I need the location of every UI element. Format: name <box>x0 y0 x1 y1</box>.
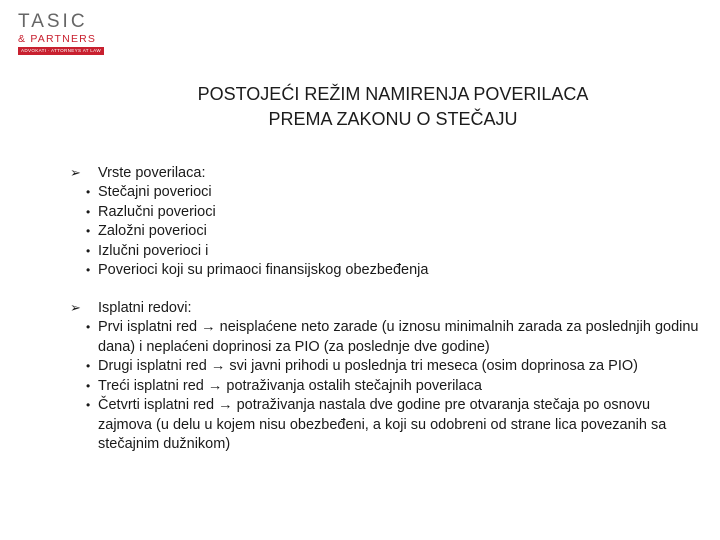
list-item <box>70 242 700 262</box>
bullet-icon: • <box>86 243 91 258</box>
section-heading-colon: : <box>201 165 206 181</box>
list-item <box>70 318 700 357</box>
logo-wordmark: TASIC <box>18 11 88 32</box>
list-item-text: Založni poverioci <box>98 223 207 239</box>
logo-partners: & PARTNERS <box>18 33 97 45</box>
section-payment-ranks <box>70 298 700 455</box>
arrow-bullet-icon: ➢ <box>70 300 81 315</box>
section-creditor-types <box>70 163 700 281</box>
slide-title-line-1: POSTOJEĆI REŽIM NAMIRENJA POVERILACA <box>197 84 589 104</box>
slide-title <box>0 82 720 132</box>
list-item <box>70 396 700 455</box>
list-item-text: Četvrti isplatni red → potraživanja nastala dve godine pre otvaranja stečaja po osnovu zajmova (u delu u kojem nisu obezbeđeni, a koji su odobreni od strane lica povezanih sa stečajnim dužnikom) <box>98 397 667 452</box>
list-item <box>70 222 700 242</box>
list-item-text: Izlučni poverioci i <box>98 242 209 259</box>
list-item <box>70 357 700 377</box>
bullet-icon: • <box>86 398 91 412</box>
bullet-icon: • <box>86 204 91 219</box>
section-heading <box>70 163 700 183</box>
list-item-text: Prvi isplatni red → neisplaćene neto zarade (u iznosu minimalnih zarada za poslednjih godinu dana) i neplaćeni doprinosi za PIO (za poslednje dve godine) <box>98 319 699 355</box>
list-item <box>70 377 700 397</box>
list-item-text: Treći isplatni red → potraživanja ostalih stečajnih poverilaca <box>98 377 482 394</box>
payment-ranks-list <box>70 318 700 455</box>
bullet-icon: • <box>86 263 91 277</box>
bullet-icon: • <box>86 378 91 393</box>
arrow-bullet-icon: ➢ <box>70 165 81 180</box>
section-heading-colon: : <box>187 300 192 316</box>
list-item <box>70 183 700 203</box>
bullet-icon: • <box>86 185 91 199</box>
logo-tagline: ADVOKATI · ATTORNEYS AT LAW <box>18 47 104 55</box>
creditor-types-list <box>70 183 700 281</box>
bullet-icon: • <box>86 359 91 373</box>
bullet-icon: • <box>86 320 91 334</box>
list-item <box>70 203 700 223</box>
list-item <box>70 261 700 281</box>
list-item-text: Drugi isplatni red → svi javni prihodi u poslednja tri meseca (osim doprinosa za PIO) <box>98 358 638 374</box>
list-item-text: Poverioci koji su primaoci finansijskog obezbeđenja <box>98 262 429 278</box>
company-logo <box>18 12 128 55</box>
list-item-text: Stečajni poverioci <box>98 184 212 200</box>
slide-title-line-2: PREMA ZAKONU O STEČAJU <box>268 109 518 129</box>
section-heading-text: Vrste poverilaca <box>98 165 202 181</box>
bullet-icon: • <box>86 224 91 238</box>
list-item-text: Razlučni poverioci <box>98 203 216 220</box>
section-heading <box>70 298 700 318</box>
section-heading-text: Isplatni redovi <box>98 300 188 316</box>
